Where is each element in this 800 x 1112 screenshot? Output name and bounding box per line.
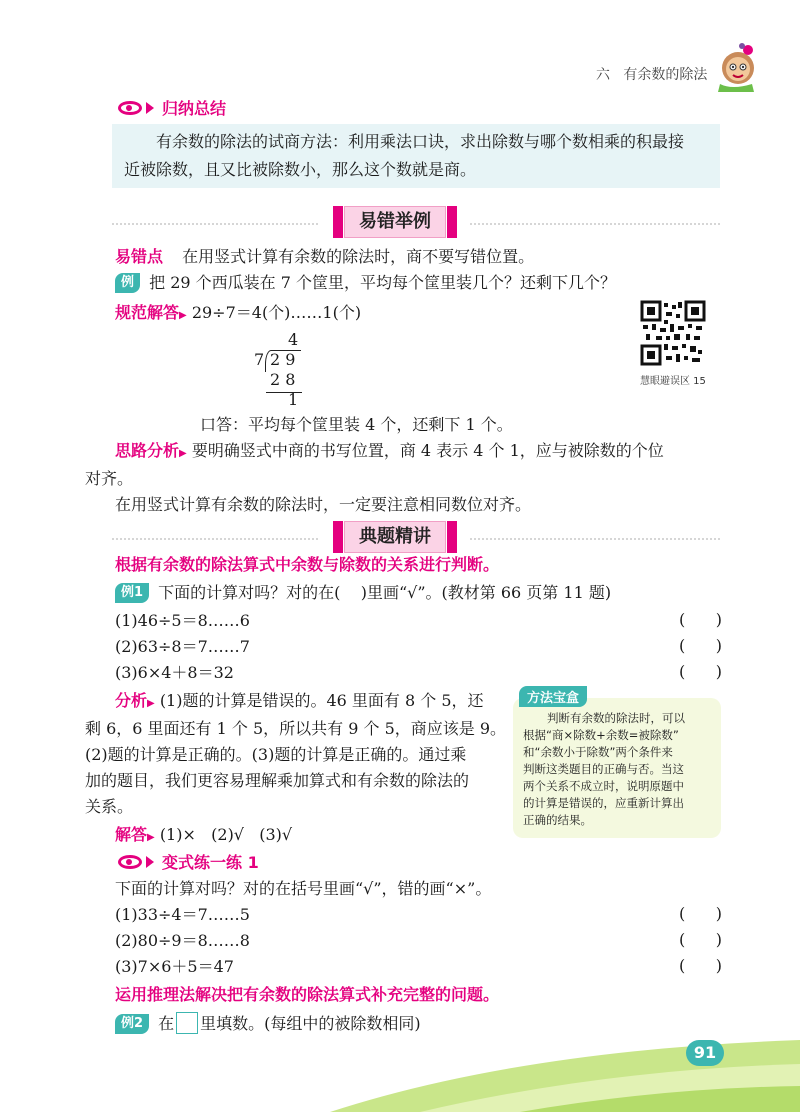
practice-item-2: (2)80÷9＝8……8	[115, 931, 250, 950]
eye-icon	[118, 855, 142, 869]
arrow-right-icon: ▶	[179, 448, 187, 459]
practice-paren-3[interactable]: ( )	[679, 956, 722, 975]
divider-left	[112, 538, 318, 540]
example-2-post: 里填数。(每组中的被除数相同)	[200, 1014, 421, 1033]
error-banner-label: 易错举例	[344, 206, 446, 238]
qr-caption: 慧眼避误区 15	[640, 376, 706, 387]
ex1-item-1: (1)46÷5＝8……6	[115, 611, 250, 630]
example-2-chip: 例2	[115, 1014, 149, 1034]
ex1-analysis-line-5: 关系。	[85, 797, 134, 816]
summary-heading: 归纳总结	[118, 96, 226, 119]
ex1-analysis-line-4: 加的题目，我们更容易理解乘加算式和有余数的除法的	[85, 771, 470, 790]
ex1-analysis-line-3: (2)题的计算是正确的。(3)题的计算是正确的。通过乘	[85, 745, 467, 764]
arrow-right-icon: ▶	[179, 310, 187, 321]
practice-text: 下面的计算对吗？对的在括号里画“√”，错的画“×”。	[115, 879, 492, 898]
classic-banner	[344, 521, 458, 555]
divider-right	[470, 223, 720, 225]
example-2-pre: 在	[158, 1014, 175, 1033]
summary-box	[112, 124, 720, 188]
analysis-row-1	[115, 440, 664, 465]
eye-icon	[118, 101, 142, 115]
error-note: 在用竖式计算有余数的除法时，一定要注意相同数位对齐。	[115, 495, 532, 514]
error-example	[115, 272, 616, 294]
example-1	[115, 582, 611, 604]
division-quotient: 4	[288, 330, 299, 349]
page-number: 91	[686, 1040, 724, 1066]
ex1-paren-1[interactable]: ( )	[679, 610, 722, 629]
error-example-text: 把 29 个西瓜装在 7 个筐里，平均每个筐里装几个？还剩下几个？	[149, 273, 616, 292]
arrow-right-icon: ▶	[147, 698, 155, 709]
error-banner	[344, 206, 458, 240]
error-point-text: 在用竖式计算有余数的除法时，商不要写错位置。	[182, 247, 535, 266]
divider-left	[112, 223, 318, 225]
topic-1: 根据有余数的除法算式中余数与除数的关系进行判断。	[115, 555, 500, 574]
practice-item-3: (3)7×6＋5＝47	[115, 957, 234, 976]
practice-heading: 变式练一练 1	[118, 850, 259, 873]
arrow-right-icon: ▶	[147, 832, 155, 843]
analysis-line-2: 对齐。	[85, 469, 134, 488]
divider-right	[470, 538, 720, 540]
ex1-item-3: (3)6×4＋8＝32	[115, 663, 234, 682]
error-point	[115, 246, 534, 268]
analysis-line-1: 要明确竖式中商的书写位置，商 4 表示 4 个 1，应与被除数的个位	[191, 441, 664, 460]
method-tip-line-6: 的计算是错误的，应重新计算出	[523, 796, 684, 810]
method-tip-line-7: 正确的结果。	[523, 813, 592, 827]
ex1-answer	[115, 824, 292, 849]
ex1-answer-text: (1)× (2)√ (3)√	[159, 825, 293, 844]
example-1-chip: 例1	[115, 583, 149, 603]
practice-item-1: (1)33÷4＝7……5	[115, 905, 250, 924]
practice-paren-2[interactable]: ( )	[679, 930, 722, 949]
ex1-answer-label: 解答	[115, 825, 148, 844]
method-tip-line-5: 两个关系不成立时，说明原题中	[523, 779, 684, 793]
division-divisor: 7	[254, 350, 265, 369]
example-1-text: 下面的计算对吗？对的在( )里画“√”。(教材第 66 页第 11 题)	[158, 583, 612, 602]
analysis-label: 思路分析	[115, 441, 180, 460]
bottom-wave-decoration	[0, 1030, 800, 1112]
summary-line-1: 有余数的除法的试商方法：利用乘法口诀，求出除数与哪个数相乘的积最接	[156, 132, 685, 151]
answer-row	[115, 302, 361, 327]
ex1-paren-3[interactable]: ( )	[679, 662, 722, 681]
method-tip-line-4: 判断这类题目的正确与否。当这	[523, 762, 684, 776]
error-point-label: 易错点	[115, 247, 164, 266]
ex1-item-2: (2)63÷8＝7……7	[115, 637, 250, 656]
long-division	[252, 330, 312, 410]
ex1-analysis-1	[115, 690, 484, 715]
answer-text: 29÷7＝4(个)……1(个)	[191, 303, 362, 322]
method-tip-line-1: 判断有余数的除法时，可以	[547, 711, 685, 725]
method-tip-line-2: 根据“商×除数+余数=被除数”	[523, 728, 679, 742]
practice-paren-1[interactable]: ( )	[679, 904, 722, 923]
ex1-analysis-line-2: 剩 6，6 里面还有 1 个 5，所以共有 9 个 5，商应该是 9。	[85, 719, 507, 738]
summary-line-2: 近被除数，且又比被除数小，那么这个数就是商。	[124, 160, 477, 179]
mascot-icon	[712, 40, 760, 92]
arrow-icon	[146, 856, 154, 868]
method-tip-box	[513, 691, 721, 838]
example-chip: 例	[115, 273, 140, 293]
ex1-analysis-line-1: (1)题的计算是错误的。46 里面有 8 个 5，还	[159, 691, 484, 710]
classic-banner-label: 典题精讲	[344, 521, 446, 553]
chapter-title: 六 有余数的除法	[596, 67, 708, 83]
division-dividend: 2 9	[270, 350, 296, 369]
oral-answer: 口答：平均每个筐里装 4 个，还剩下 1 个。	[200, 415, 513, 434]
method-tip-title: 方法宝盒	[519, 686, 587, 707]
division-remainder: 1	[288, 390, 299, 409]
ex1-paren-2[interactable]: ( )	[679, 636, 722, 655]
ex1-analysis-label: 分析	[115, 691, 148, 710]
method-tip-line-3: 和“余数小于除数”两个条件来	[523, 745, 673, 759]
topic-2: 运用推理法解决把有余数的除法算式补充完整的问题。	[115, 985, 500, 1004]
arrow-icon	[146, 102, 154, 114]
division-product: 2 8	[270, 370, 296, 389]
qr-code-icon[interactable]	[640, 300, 706, 366]
answer-label: 规范解答	[115, 303, 180, 322]
